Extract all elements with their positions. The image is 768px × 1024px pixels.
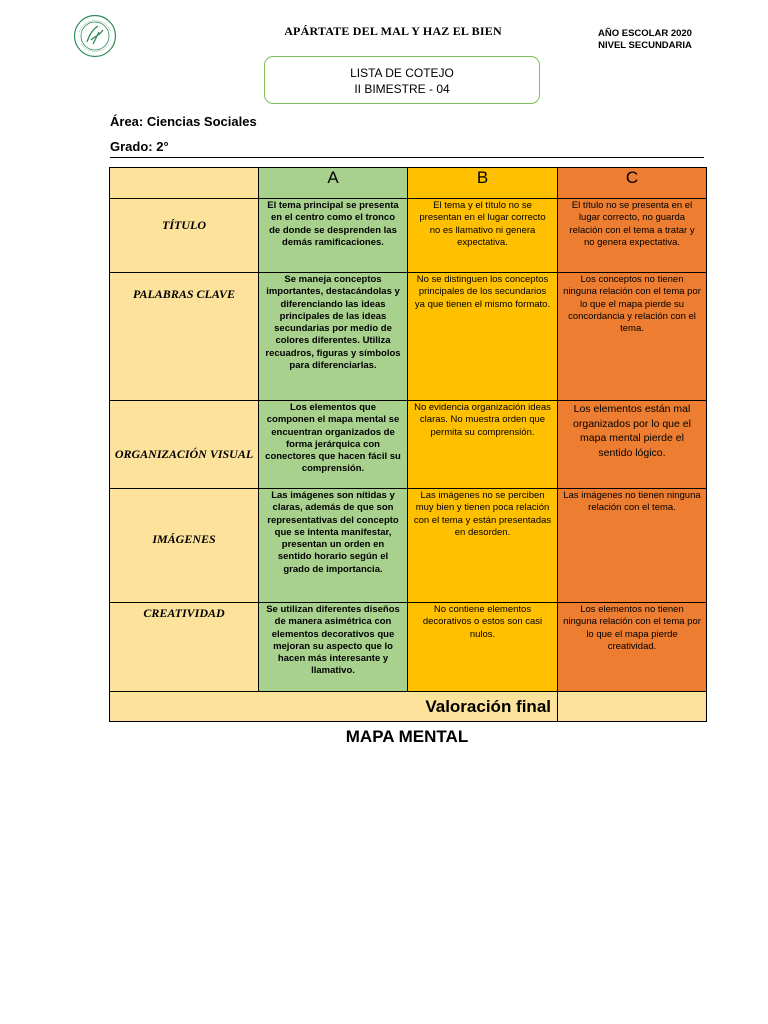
criterion-a-text: Se maneja conceptos importantes, destacándolas y diferenciando las ideas principales de las ideas secundarias por medio de colores diferentes. Utiliza recuadros, figuras y símbolos para diferenciarlas. xyxy=(265,274,401,372)
education-level: NIVEL SECUNDARIA xyxy=(598,39,692,51)
category-cell xyxy=(110,401,259,489)
criterion-a-cell xyxy=(259,603,408,692)
criterion-b-cell xyxy=(408,199,558,273)
rubric-row-organizacion-visual xyxy=(110,401,707,489)
criterion-a-cell xyxy=(259,401,408,489)
criterion-a-cell xyxy=(259,489,408,603)
column-header-a: A xyxy=(259,168,408,199)
criterion-c-cell xyxy=(558,401,707,489)
criterion-b-cell xyxy=(408,603,558,692)
criterion-b-text: No contiene elementos decorativos o estos son casi nulos. xyxy=(422,604,543,640)
school-motto: APÁRTATE DEL MAL Y HAZ EL BIEN xyxy=(284,24,502,38)
document-subtitle: II BIMESTRE - 04 xyxy=(354,82,450,96)
rubric-final-row xyxy=(110,692,707,722)
rubric-header-row xyxy=(110,168,707,199)
header-empty-cell xyxy=(110,168,259,199)
criterion-a-text: Las imágenes son nítidas y claras, además de que son representativas del concepto que se intenta manifestar, presentan un orden en sentido horario según el grado de importancia. xyxy=(267,490,399,575)
column-header-c: C xyxy=(558,168,707,199)
criterion-b-cell xyxy=(408,489,558,603)
header-divider xyxy=(110,157,704,158)
criterion-a-text: Los elementos que componen el mapa mental se encuentran organizados de forma jerárquica con conectores que hacen fácil su comprensión. xyxy=(265,402,401,475)
column-header-b: B xyxy=(408,168,558,199)
criterion-c-text: Los elementos están mal organizados por lo que el mapa mental pierde el sentido lógico. xyxy=(573,403,691,459)
school-year: AÑO ESCOLAR 2020 xyxy=(598,28,692,39)
criterion-b-text: Las imágenes no se perciben muy bien y tienen poca relación con el tema y están presentadas en desorden. xyxy=(413,490,552,538)
criterion-c-cell xyxy=(558,273,707,401)
criterion-c-text: Los conceptos no tienen ninguna relación con el tema por lo que el mapa pierde su concordancia y relación con el tema. xyxy=(563,274,701,335)
document-title-box xyxy=(264,56,540,104)
criterion-a-cell xyxy=(259,199,408,273)
subject-area: Área: Ciencias Sociales xyxy=(110,114,257,129)
category-cell xyxy=(110,489,259,603)
footer-title: MAPA MENTAL xyxy=(345,727,469,746)
final-score-label: Valoración final xyxy=(110,692,558,722)
category-cell xyxy=(110,273,259,401)
criterion-c-cell xyxy=(558,199,707,273)
school-year-info xyxy=(560,28,730,51)
rubric-row-palabras-clave xyxy=(110,273,707,401)
category-label: CREATIVIDAD xyxy=(143,606,225,620)
criterion-a-text: El tema principal se presenta en el centro como el tronco de donde se desprenden las demás ramificaciones. xyxy=(267,200,399,248)
category-label: IMÁGENES xyxy=(152,531,216,546)
criterion-a-text: Se utilizan diferentes diseños de manera asimétrica con elementos decorativos que mejoran su aspecto que lo hacen más interesante y llamativo. xyxy=(266,604,400,677)
criterion-a-cell xyxy=(259,273,408,401)
criterion-c-text: El título no se presenta en el lugar correcto, no guarda relación con el tema a tratar y no genera expectativa. xyxy=(569,200,695,248)
category-label: PALABRAS CLAVE xyxy=(133,286,235,301)
grade-level: Grado: 2° xyxy=(110,139,169,154)
rubric-row-imagenes xyxy=(110,489,707,603)
criterion-c-text: Las imágenes no tienen ninguna relación con el tema. xyxy=(563,490,701,514)
school-seal-logo xyxy=(73,14,117,58)
final-score-cell xyxy=(558,692,707,722)
criterion-b-text: No se distinguen los conceptos principales de los secundarios ya que tienen el mismo formato. xyxy=(414,274,551,310)
document-title: LISTA DE COTEJO xyxy=(350,66,454,80)
criterion-c-cell xyxy=(558,489,707,603)
criterion-b-text: El tema y el título no se presentan en el lugar correcto no es llamativo ni genera expectativa. xyxy=(419,200,546,248)
category-label: TÍTULO xyxy=(162,217,206,232)
criterion-b-text: No evidencia organización ideas claras. No muestra orden que permita su comprensión. xyxy=(414,402,551,438)
criterion-c-text: Los elementos no tienen ninguna relación con el tema por lo que el mapa pierde creatividad. xyxy=(563,604,701,652)
criterion-b-cell xyxy=(408,273,558,401)
rubric-row-titulo xyxy=(110,199,707,273)
category-cell xyxy=(110,199,259,273)
criterion-c-cell xyxy=(558,603,707,692)
rubric-table xyxy=(109,167,707,722)
category-cell xyxy=(110,603,259,692)
criterion-b-cell xyxy=(408,401,558,489)
rubric-row-creatividad xyxy=(110,603,707,692)
category-label: ORGANIZACIÓN VISUAL xyxy=(114,446,254,461)
